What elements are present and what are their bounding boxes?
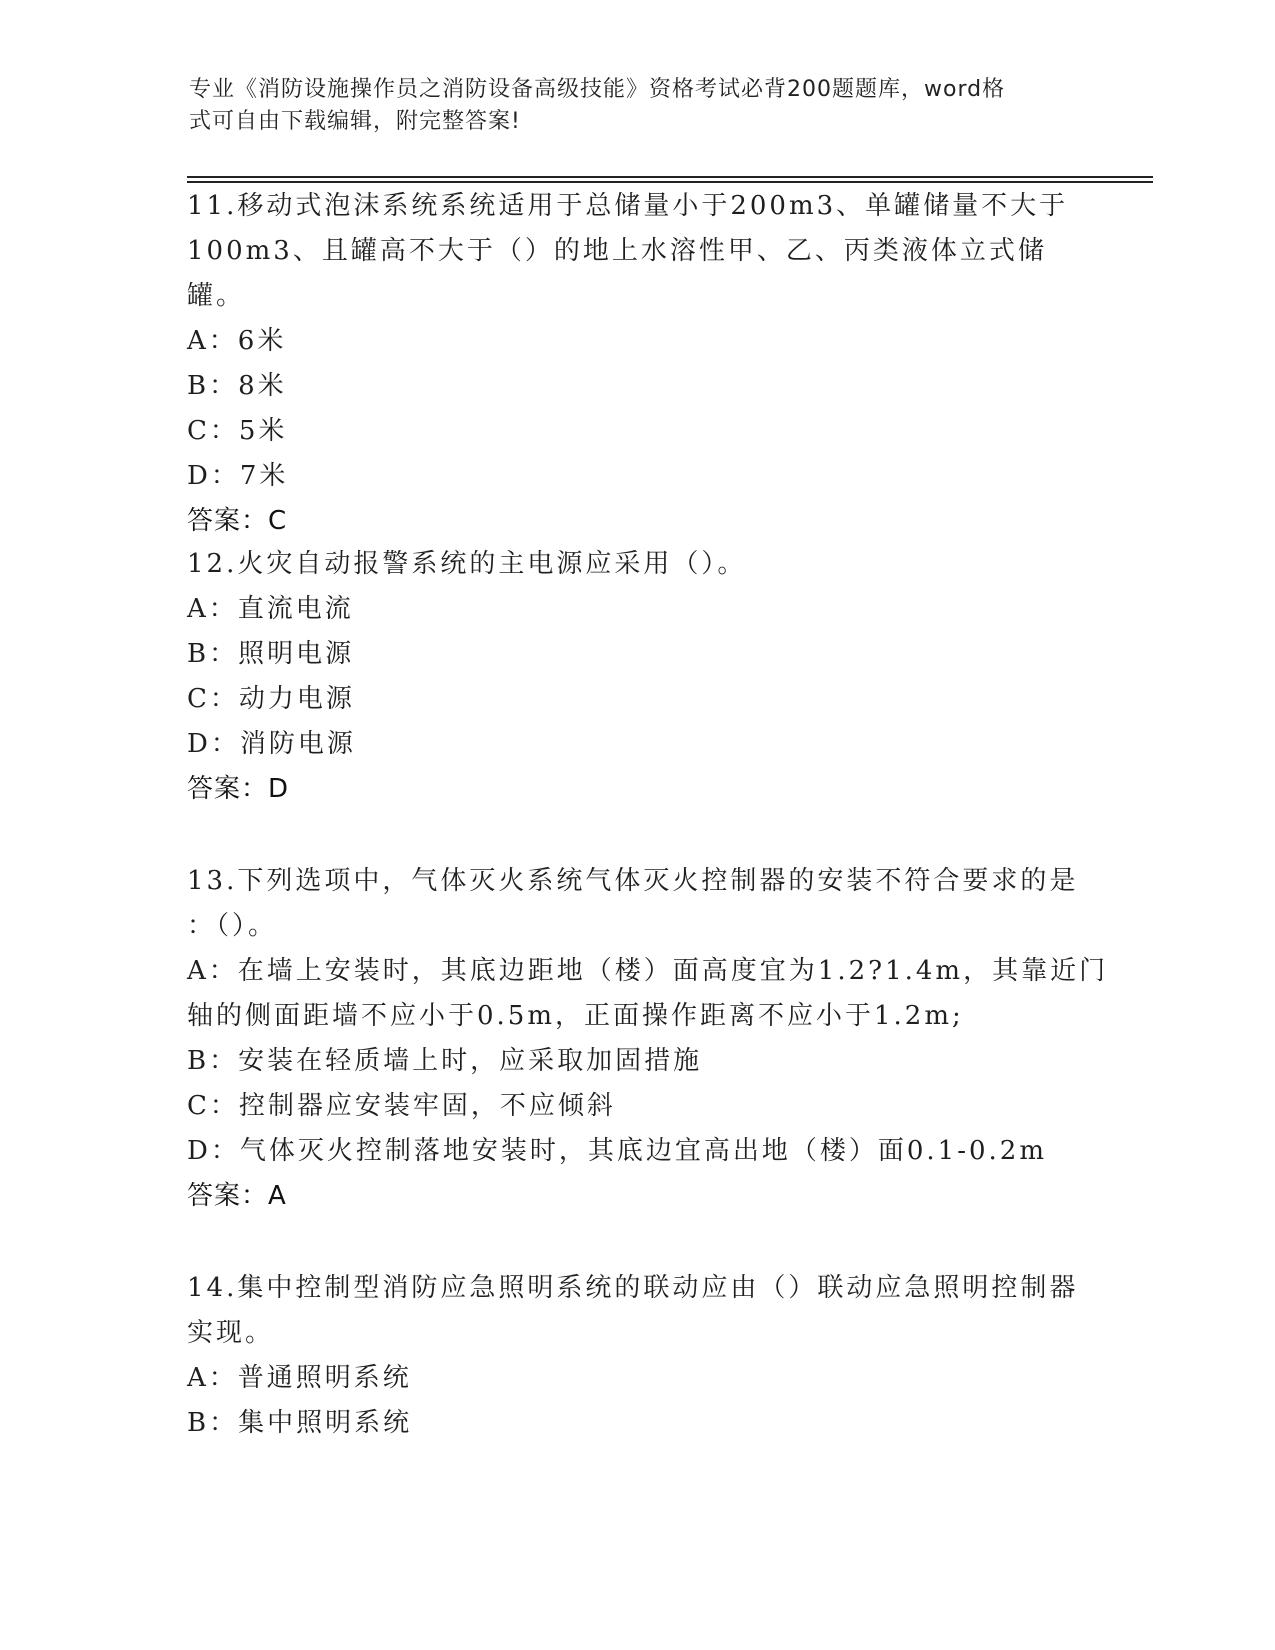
question-stem-continued: 实现。 [187, 1318, 275, 1348]
answer-label: 答案：D [187, 774, 290, 804]
option-b: B：安装在轻质墙上时，应采取加固措施 [187, 1046, 703, 1076]
header-divider-top [187, 176, 1153, 178]
option-c: C：5米 [187, 416, 288, 446]
option-c: C：控制器应安装牢固，不应倾斜 [187, 1091, 616, 1121]
answer-label: 答案：C [187, 506, 288, 536]
option-a: A：直流电流 [187, 594, 354, 624]
question-stem-continued: 100m3、且罐高不大于（）的地上水溶性甲、乙、丙类液体立式储罐。 [187, 236, 1047, 311]
option-a: A：6米 [187, 326, 287, 356]
option-d: D：7米 [187, 461, 289, 491]
question-stem: 11.移动式泡沫系统系统适用于总储量小于200m3、单罐储量不大于 [187, 191, 1069, 221]
option-d: D：气体灭火控制落地安装时，其底边宜高出地（楼）面0.1-0.2m [187, 1136, 1047, 1166]
header-line-2: 式可自由下载编辑，附完整答案! [189, 109, 521, 134]
option-a-continued: 轴的侧面距墙不应小于0.5m，正面操作距离不应小于1.2m; [187, 1001, 964, 1031]
option-b: B：8米 [187, 371, 287, 401]
header-divider-bottom [187, 181, 1153, 183]
question-stem: 14.集中控制型消防应急照明系统的联动应由（）联动应急照明控制器 [187, 1273, 1079, 1303]
option-d: D：消防电源 [187, 729, 356, 759]
header-line-1: 专业《消防设施操作员之消防设备高级技能》资格考试必背200题题库，word格 [189, 77, 1006, 102]
question-stem-continued: ：（）。 [187, 911, 278, 941]
option-c: C：动力电源 [187, 684, 355, 714]
question-13 [187, 859, 1109, 1219]
question-12 [187, 542, 1087, 812]
document-header [189, 74, 1069, 138]
answer-label: 答案：A [187, 1181, 287, 1211]
option-b: B：照明电源 [187, 639, 355, 669]
option-a: A：在墙上安装时，其底边距地（楼）面高度宜为1.2?1.4m，其靠近门 [187, 956, 1109, 986]
question-11 [187, 184, 1087, 544]
question-stem: 13.下列选项中，气体灭火系统气体灭火控制器的安装不符合要求的是 [187, 866, 1079, 896]
option-a: A：普通照明系统 [187, 1363, 412, 1393]
question-14 [187, 1266, 1087, 1446]
option-b: B：集中照明系统 [187, 1408, 413, 1438]
question-stem: 12.火灾自动报警系统的主电源应采用（）。 [187, 549, 747, 579]
